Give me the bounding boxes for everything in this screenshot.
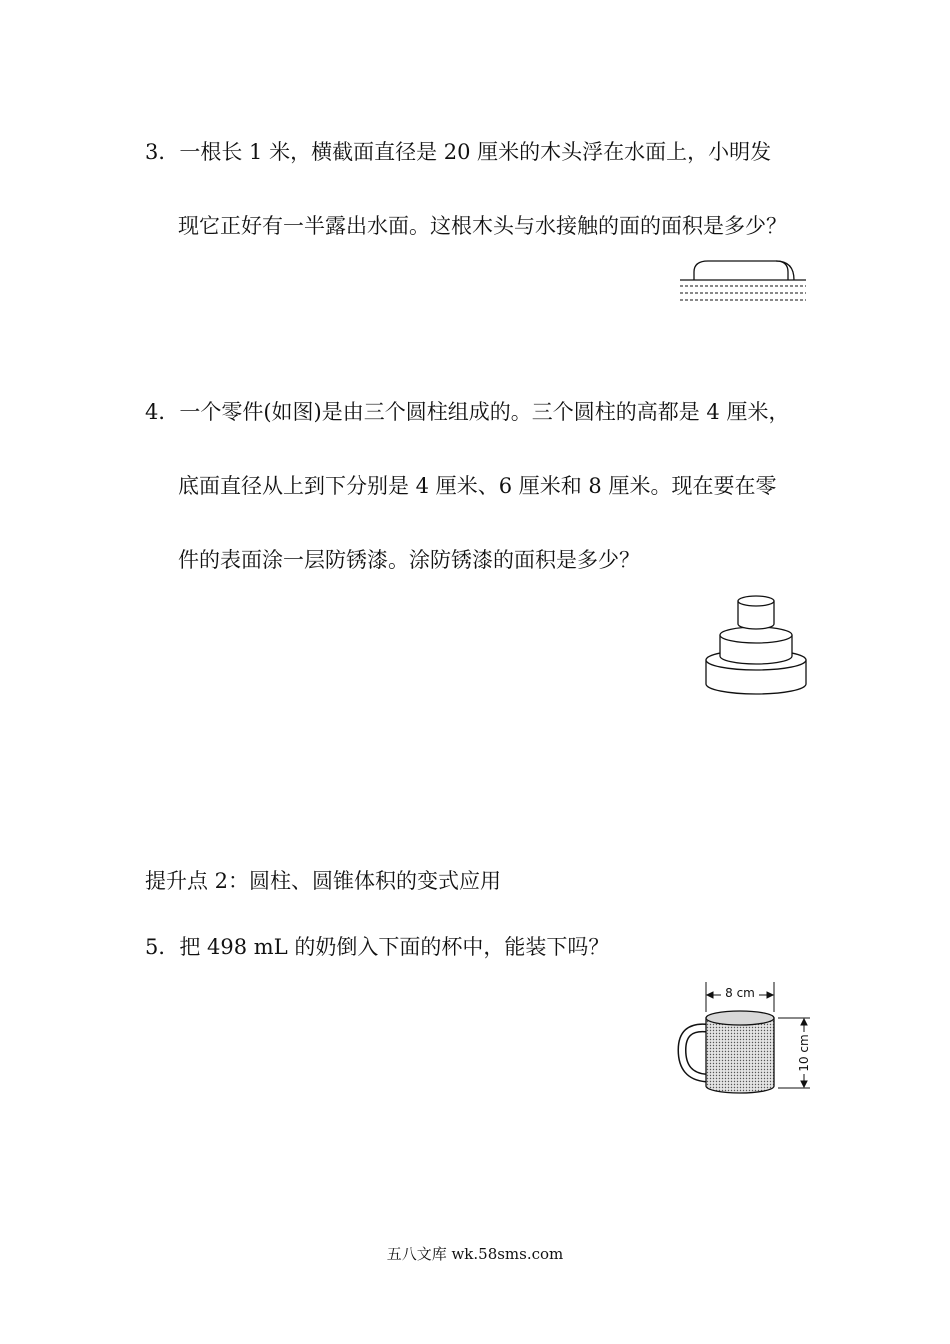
section-heading: 提升点 2：圆柱、圆锥体积的变式应用 (145, 869, 502, 893)
cup-diameter-label: 8 cm (725, 986, 755, 1000)
q3-line-2: 现它正好有一半露出水面。这根木头与水接触的面的面积是多少？ (178, 214, 787, 238)
cup-figure (676, 978, 816, 1098)
q4-line-3: 件的表面涂一层防锈漆。涂防锈漆的面积是多少？ (178, 548, 640, 572)
cup-height-label: 10 cm (797, 1034, 811, 1072)
q4-line-1: 4．一个零件(如图)是由三个圆柱组成的。三个圆柱的高都是 4 厘米， (145, 400, 790, 424)
q5-line-1: 5．把 498 mL 的奶倒入下面的杯中，能装下吗？ (145, 935, 610, 959)
three-cylinder-part-figure (700, 590, 814, 700)
q3-line-1: 3．一根长 1 米，横截面直径是 20 厘米的木头浮在水面上，小明发 (145, 140, 772, 164)
footer-watermark: 五八文库 wk.58sms.com (386, 1245, 564, 1263)
log-floating-figure (676, 252, 812, 310)
q4-line-2: 底面直径从上到下分别是 4 厘米、6 厘米和 8 厘米。现在要在零 (178, 474, 777, 498)
